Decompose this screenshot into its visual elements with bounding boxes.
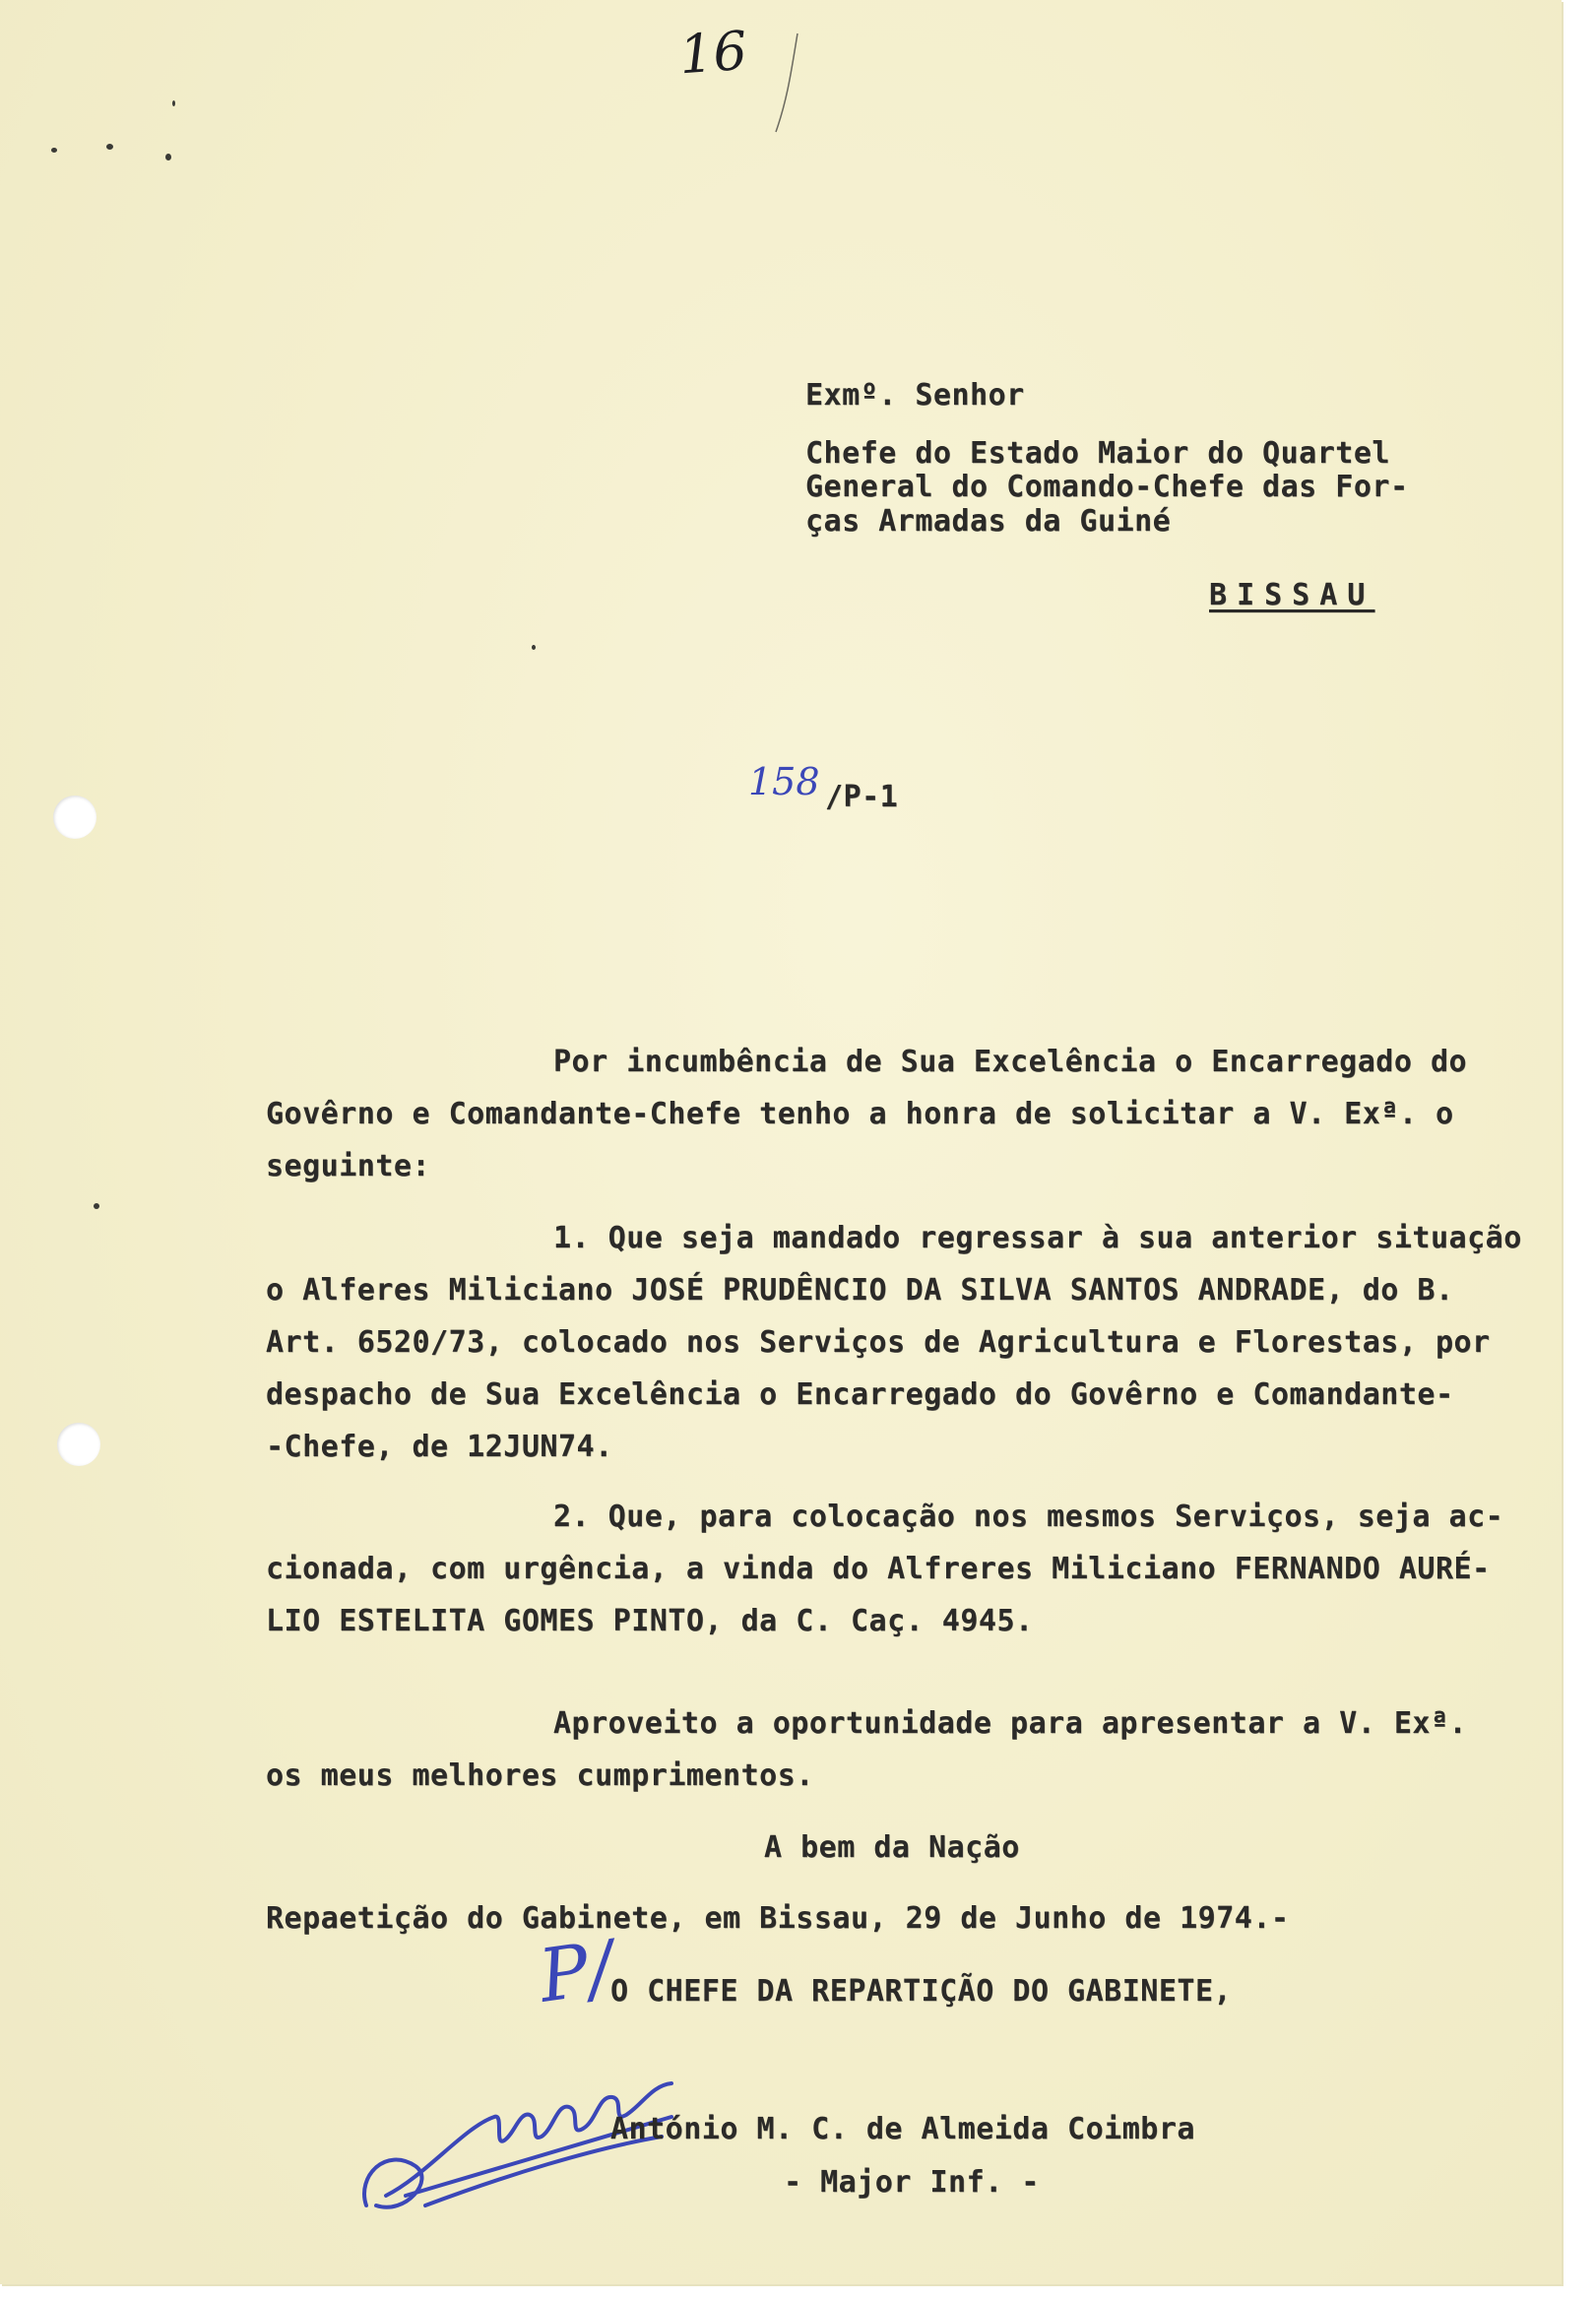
intro-line-3: seguinte:	[266, 1149, 431, 1183]
punch-hole-top	[53, 796, 96, 839]
closing-line-1: Aproveito a oportunidade para apresentar a V. Exª.	[553, 1706, 1468, 1741]
pencil-stroke	[768, 30, 807, 138]
salutation: Exmº. Senhor	[805, 378, 1025, 413]
handwritten-page-number: 16	[676, 19, 749, 87]
reference-number-handwritten: 158	[748, 760, 820, 803]
closing-line-2: os meus melhores cumprimentos.	[266, 1758, 814, 1793]
recipient-line-1: Chefe do Estado Maior do Quartel	[805, 436, 1390, 471]
recipient-line-2: General do Comando-Chefe das For-	[805, 470, 1409, 504]
intro-line-1: Por incumbência de Sua Excelência o Encarregado do	[553, 1045, 1468, 1079]
ink-speck	[165, 154, 171, 160]
ink-speck	[532, 645, 536, 650]
item1-line-5: -Chefe, de 12JUN74.	[266, 1430, 613, 1464]
signatory-name: António M. C. de Almeida Coimbra	[610, 2112, 1195, 2146]
ink-speck	[106, 144, 113, 150]
item2-line-2: cionada, com urgência, a vinda do Alfreres Miliciano FERNANDO AURÉ-	[266, 1552, 1491, 1586]
motto: A bem da Nação	[764, 1830, 1020, 1865]
recipient-line-3: ças Armadas da Guiné	[805, 504, 1172, 539]
place-date: Repaetição do Gabinete, em Bissau, 29 de Junho de 1974.-	[266, 1901, 1290, 1936]
ink-speck	[172, 100, 175, 106]
item1-line-2: o Alferes Miliciano JOSÉ PRUDÊNCIO DA SILVA SANTOS ANDRADE, do B.	[266, 1273, 1454, 1308]
item2-line-1: 2. Que, para colocação nos mesmos Serviços, seja ac-	[553, 1500, 1504, 1534]
intro-line-2: Govêrno e Comandante-Chefe tenho a honra de solicitar a V. Exª. o	[266, 1097, 1454, 1131]
ink-speck	[51, 148, 57, 153]
ink-speck	[94, 1203, 99, 1209]
item1-line-1: 1. Que seja mandado regressar à sua anterior situação	[553, 1221, 1522, 1255]
item2-line-3: LIO ESTELITA GOMES PINTO, da C. Caç. 4945.	[266, 1604, 1034, 1638]
recipient-city: BISSAU	[1209, 578, 1375, 612]
per-procurationem-handwritten: P/	[534, 1925, 619, 2019]
signatory-rank: - Major Inf. -	[784, 2165, 1040, 2200]
item1-line-3: Art. 6520/73, colocado nos Serviços de Agricultura e Florestas, por	[266, 1325, 1491, 1360]
signatory-title: O CHEFE DA REPARTIÇÃO DO GABINETE,	[610, 1974, 1233, 2009]
reference-suffix: /P-1	[825, 780, 899, 814]
item1-line-4: despacho de Sua Excelência o Encarregado do Govêrno e Comandante-	[266, 1377, 1454, 1412]
punch-hole-bottom	[57, 1423, 100, 1466]
